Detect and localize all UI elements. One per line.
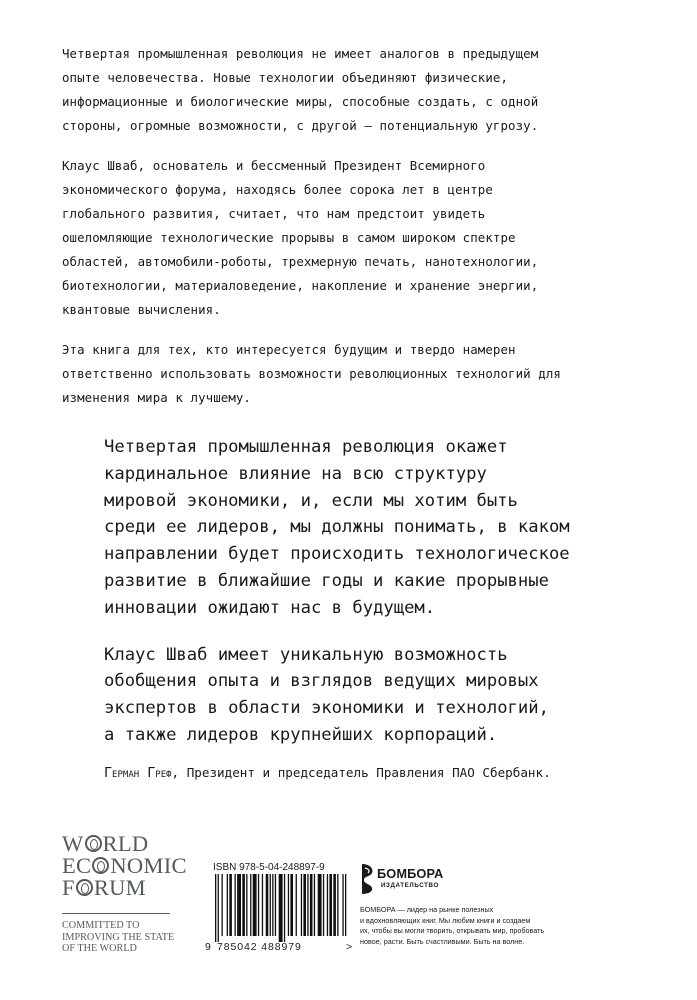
publisher-name: БОМБОРА [377,866,444,881]
quote-block [104,434,664,769]
wef-logo-line-world [62,833,192,855]
quote-paragraph-2: Клаус Шваб имеет уникальную возможность обобщения опыта и взглядов ведущих мировых экспертов в области экономики и технологий, а также лидеров крупнейших корпораций. [104,644,549,745]
isbn-text: ISBN 978-5-04-248897-9 [213,862,325,873]
intro-paragraph-1: Четвертая промышленная революция не имеет аналогов в предыдущем опыте человечества. Новые технологии объединяют физические, информационные и биологические миры, способные создать, с одной стороны, огромные возможности, с другой – потенциальную угрозу. [62,46,539,133]
quote-attribution [104,764,694,783]
wef-logo-line-forum [62,877,192,899]
wef-commitment: COMMITTED TO IMPROVING THE STATE OF THE WORLD [62,920,175,954]
wef-text: F [62,875,75,900]
barcode-digits: 785042 488979 [217,941,302,953]
barcode-icon [205,874,355,942]
intro-text [62,42,662,426]
wef-logo [62,833,192,955]
globe-icon [85,835,102,852]
bombora-wave-icon [360,862,376,896]
wef-text: W [62,831,84,856]
wef-text: NOMIC [110,853,187,878]
publisher-subtitle: ИЗДАТЕЛЬСТВО [381,882,439,889]
attribution-role: , Президент и председатель Правления ПАО Сбербанк. [171,765,551,780]
wef-divider [62,913,170,914]
wef-logo-line-economic [62,855,192,877]
globe-icon [76,879,93,896]
globe-icon [92,857,109,874]
wef-text: RLD [102,831,149,856]
wef-text: RUM [93,875,146,900]
intro-paragraph-3: Эта книга для тех, кто интересуется будущим и твердо намерен ответственно использовать возможности революционных технологий для изменения мира к лучшему. [62,342,561,405]
intro-paragraph-2: Клаус Шваб, основатель и бессменный Президент Всемирного экономического форума, находясь более сорока лет в центре глобального развития, считает, что нам предстоит увидеть ошеломляющие технологические прорывы в самом широком спектре областей, автомобили-роботы, трехмерную печать, нанотехнологии, биотехнологии, материаловедение, накопление и хранение энергии, квантовые вычисления. [62,158,539,317]
attribution-name: Герман Греф [104,766,172,781]
wef-text: EC [62,853,92,878]
publisher-description: БОМБОРА — лидер на рынке полезных и вдохновляющих книг. Мы любим книги и создаем их, чтобы вы могли творить, открывать мир, пробовать новое, расти. Быть счастливыми. Быть на волне. [360,905,545,946]
barcode-arrow: > [346,941,353,953]
barcode-first-digit: 9 [205,941,211,953]
quote-paragraph-1: Четвертая промышленная революция окажет кардинальное влияние на всю структуру мировой экономики, и, если мы хотим быть среди ее лидеров, мы должны понимать, в каком направлении будет происходить технологическое развитие в ближайшие годы и какие прорывные инновации ожидают нас в будущем. [104,437,570,618]
isbn-barcode [205,862,353,958]
